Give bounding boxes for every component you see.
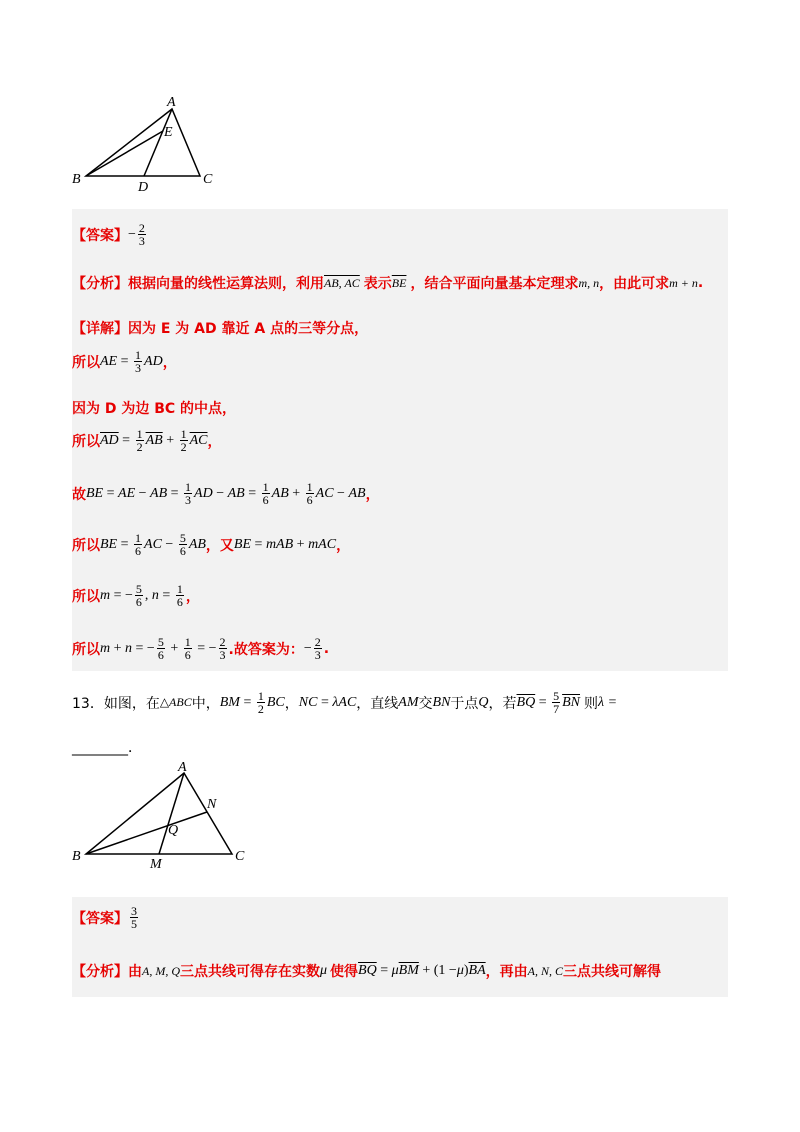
detail-line-3	[72, 398, 236, 418]
detail-label: 【详解】	[72, 321, 128, 337]
segment-am	[159, 773, 184, 854]
analysis13-text-1: 由	[128, 964, 142, 980]
label-m: M	[150, 857, 162, 872]
q13-text-7: 则	[584, 695, 598, 712]
question-13: 13．如图，在 △ABC 中， BM = $\frac{1}{2}$ BC ， NC = λAC ，直线 AM 交 BN 于点 Q ，若 $\overline{BQ}$ = $\frac{5}{7}$ $\overline{BN}$ 则 λ =	[72, 689, 618, 716]
analysis-text-5: .	[697, 275, 704, 291]
segment-be	[86, 131, 163, 176]
q13-text-1: 中，	[191, 695, 220, 712]
analysis-label: 【分析】	[72, 276, 128, 292]
answer-label-13: 【答案】	[72, 910, 128, 927]
detail-7-pre: 所以	[72, 588, 100, 605]
answer-blank: ________．	[72, 740, 142, 756]
analysis-math-1: AB, AC	[324, 275, 360, 290]
detail-line-4: 所以 $\overline{AD}$ = $\frac{1}{2}$ $\overline{AB}$ + $\frac{1}{2}$ $\overline{AC}$ ，	[72, 427, 222, 454]
detail-2-pre: 所以	[72, 354, 100, 371]
detail-line-1	[72, 318, 368, 338]
analysis-line-12	[72, 273, 703, 293]
detail-6-end: ，	[336, 537, 351, 554]
label-q: Q	[168, 823, 179, 838]
analysis-text-4: ，由此可求	[599, 276, 670, 292]
q13-bn: BN	[432, 694, 451, 710]
analysis13-text-5: 三点共线可解得	[562, 964, 661, 980]
q13-number: 13．如图，在	[72, 695, 160, 712]
q13-triangle: △ABC	[159, 695, 192, 709]
detail-4-pre: 所以	[72, 433, 100, 450]
answer-fraction: $\frac{2}{3}$	[138, 221, 145, 248]
answer-line-13	[72, 905, 140, 930]
answer-label: 【答案】	[72, 227, 128, 244]
analysis13-text-2: 三点共线可得存在实数	[180, 964, 320, 980]
detail-line-5: 故 BE = AE − AB = $\frac{1}{3}$ AD − AB = $\frac{1}{6}$ AB + $\frac{1}{6}$ AC − AB ，	[72, 480, 380, 507]
detail-2-end: ，	[162, 354, 177, 371]
triangle-abc-2	[86, 773, 232, 854]
q13-text-2: ，	[284, 695, 299, 712]
label-e: E	[164, 125, 173, 140]
detail-text-3: 因为 D 为边 BC 的中点，	[72, 401, 237, 417]
analysis13-math-3: A, N, C	[527, 963, 563, 978]
detail-8-pre: 所以	[72, 641, 100, 658]
detail-6-mid: ，又	[205, 537, 234, 554]
segment-bn	[86, 812, 207, 854]
answer-fraction-13: $\frac{3}{5}$	[131, 904, 137, 931]
triangle-figure-2	[70, 760, 260, 872]
analysis13-math-1: A, M, Q	[142, 963, 180, 978]
detail-8-end: .	[323, 640, 330, 657]
q13-text-4: 交	[418, 695, 433, 712]
solution-box-13	[72, 897, 728, 997]
triangle-figure-1	[70, 92, 230, 192]
label-c2: C	[235, 849, 245, 864]
detail-6-pre: 所以	[72, 537, 100, 554]
label-a2: A	[178, 760, 187, 775]
analysis-text-2: 表示	[363, 276, 392, 292]
analysis-math-4: m + n	[669, 275, 698, 290]
analysis-text-3: ，结合平面向量基本定理求	[410, 276, 579, 292]
detail-line-8: 所以 m + n = − $\frac{5}{6}$ + $\frac{1}{6}$ = − $\frac{2}{3}$ .故答案为： − $\frac{2}{3}$ .	[72, 635, 330, 662]
q13-text-3: ，直线	[356, 695, 399, 712]
detail-8-mid: .故答案为：	[228, 641, 304, 658]
analysis-label-13: 【分析】	[72, 964, 128, 980]
analysis-math-2: $\overline{BE}$	[391, 275, 407, 290]
analysis-line-13: 【分析】 由 A, M, Q 三点共线可得存在实数 μ 使得 $\overline{BQ}$ = μ $\overline{BM}$ + (1 − μ ) $\overline{BA}$ ，再由 A, N, C 三点共线可解得	[72, 963, 661, 980]
answer-sign: −	[128, 226, 136, 242]
detail-text-1: 因为 E 为 AD 靠近 A 点的三等分点，	[128, 321, 369, 337]
detail-line-6: 所以 BE = $\frac{1}{6}$ AC − $\frac{5}{6}$ AB ，又 BE = mAB + mAC ，	[72, 531, 351, 558]
q13-q: Q	[478, 694, 489, 710]
q13-am: AM	[398, 694, 419, 710]
analysis-text-1: 根据向量的线性运算法则，利用	[128, 276, 324, 292]
q13-blank-line	[72, 737, 142, 757]
label-a: A	[167, 95, 176, 110]
label-d: D	[138, 180, 149, 192]
q13-lambda: λ =	[598, 694, 618, 710]
analysis13-math-2: μ	[320, 963, 328, 978]
detail-5-pre: 故	[72, 486, 86, 503]
q13-text-5: 于点	[450, 695, 479, 712]
analysis13-text-3: 使得	[330, 964, 359, 980]
detail-7-end: ，	[185, 588, 200, 605]
label-n: N	[207, 797, 217, 812]
answer-line-12	[72, 222, 148, 247]
detail-line-7: 所以 m = − $\frac{5}{6}$ , n = $\frac{1}{6}$ ，	[72, 582, 200, 609]
label-b2: B	[72, 849, 81, 864]
analysis-math-3: m, n	[578, 275, 600, 290]
label-c: C	[203, 172, 213, 187]
detail-4-end: ，	[207, 433, 222, 450]
detail-5-end: ，	[365, 486, 380, 503]
q13-text-6: ，若	[488, 695, 517, 712]
detail-line-2: 所以 AE = $\frac{1}{3}$ AD ，	[72, 348, 177, 375]
label-b: B	[72, 172, 81, 187]
analysis13-text-4: ，再由	[485, 964, 528, 980]
